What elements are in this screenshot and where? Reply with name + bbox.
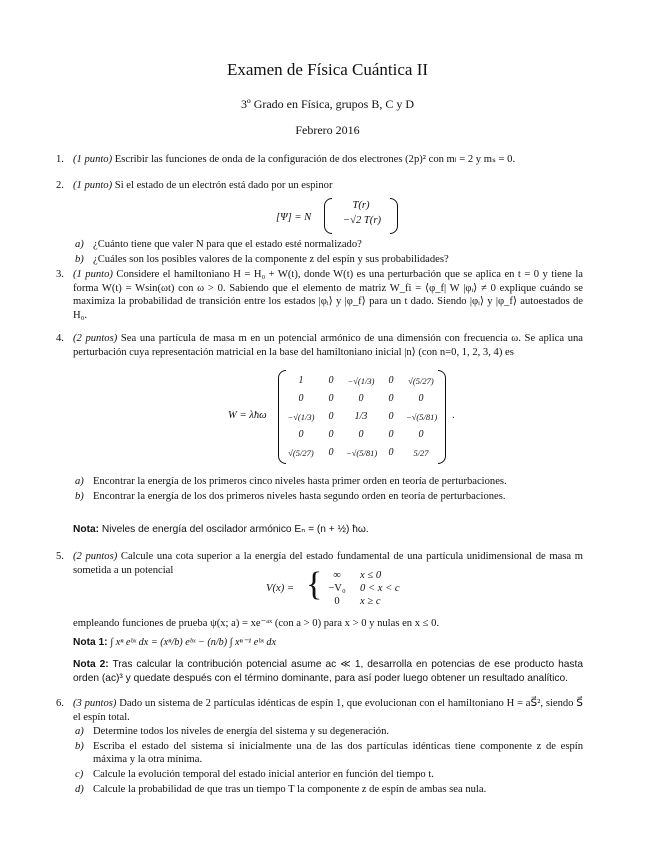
matrix-cell: 0 — [358, 429, 364, 440]
question-points: (3 puntos) — [73, 698, 117, 709]
exam-date: Febrero 2016 — [295, 123, 360, 137]
question-points: (1 punto) — [73, 154, 113, 165]
question-points: (1 punto) — [73, 269, 113, 280]
case-row — [322, 595, 400, 608]
question-text: Si el estado de un electrón está dado por un espinor — [114, 180, 333, 191]
matrix-cell: √(5/27) — [408, 376, 434, 386]
question-number: 3. — [56, 269, 64, 280]
question-6 — [56, 697, 583, 796]
question-number: 1. — [56, 154, 64, 165]
sub-question-text: Calcule la evolución temporal del estado inicial anterior en función del tiempo t. — [93, 768, 434, 780]
sub-question-text: Encontrar la energía de los primeros cinco niveles hasta primer orden en teoría de perturbaciones. — [93, 476, 507, 487]
sub-question-text: ¿Cuánto tiene que valer N para que el estado esté normalizado? — [93, 239, 362, 250]
case-value: 0 — [334, 596, 340, 607]
sub-question-text: Determine todos los niveles de energía del sistema y su degeneración. — [93, 726, 390, 738]
sub-question-a — [73, 725, 583, 739]
question-number: 4. — [56, 333, 64, 344]
sub-question-text: Escriba el estado del sistema si inicialmente una de las dos partículas idénticas tiene componente z de espín máxima y la otra mínima. — [93, 740, 583, 766]
sub-question-a — [73, 475, 583, 489]
question-4-parts — [73, 474, 583, 503]
left-paren — [324, 198, 332, 234]
question-4 — [56, 332, 583, 359]
note-text: Niveles de energía del oscilador armónico Eₙ = (n + ½) ħω. — [101, 524, 369, 535]
sub-question-c — [73, 768, 583, 782]
note-text: ∫ xⁿ eᵇˣ dx = (xⁿ/b) eᵇˣ − (n/b) ∫ xⁿ⁻¹ eᵇˣ dx — [110, 637, 277, 648]
question-text: Escribir las funciones de onda de la configuración de dos electrones (2p)² con mₗ = 2 y mₛ = 0. — [114, 154, 516, 165]
sub-question-d — [73, 783, 583, 797]
equation-lhs: W = λħω — [228, 410, 267, 421]
note-label: Nota 1: — [73, 637, 108, 648]
case-row — [322, 582, 400, 595]
matrix-row — [286, 426, 436, 444]
matrix-cell: −√(5/81) — [406, 412, 438, 422]
case-value: −V₀ — [328, 583, 346, 594]
question-5-text2 — [73, 617, 583, 631]
matrix-cell: 0 — [298, 429, 304, 440]
sub-question-label: d) — [75, 783, 84, 795]
sub-question-b — [73, 740, 583, 767]
question-text: empleando funciones de prueba ψ(x; a) = xe⁻ᵃˣ (con a > 0) para x > 0 y nulas en x ≤ 0. — [73, 618, 440, 629]
sub-question-label: b) — [75, 740, 84, 752]
matrix-row — [286, 408, 436, 426]
matrix-body — [286, 372, 436, 462]
right-paren — [438, 370, 446, 464]
page-subtitle: 3º Grado en Física, grupos B, C y D — [240, 97, 415, 111]
note-label: Nota 2: — [73, 659, 109, 670]
question-number: 2. — [56, 180, 64, 191]
sub-question-label: b) — [75, 490, 84, 502]
equation-lhs: V(x) = — [266, 583, 295, 594]
matrix-cell: −√(5/81) — [346, 448, 378, 458]
case-value: ∞ — [333, 570, 341, 581]
sub-question-label: c) — [75, 768, 84, 780]
matrix-row — [286, 372, 436, 390]
question-2 — [56, 179, 583, 193]
cases-body — [322, 569, 400, 608]
spinor-bottom: −√2 T(r) — [343, 215, 381, 226]
left-paren — [278, 370, 286, 464]
question-text: Considere el hamiltoniano H = H₀ + W(t), donde W(t) es una perturbación que se aplica en t = 0 y tiene la forma W(t) = Wsin(ωt) con ω > 0. Sabiendo que el elemento de matriz W_fi = ⟨φ_f| W |φᵢ⟩ ≠ 0 explique cuándo se maximiza la probabilidad de transición entre los estados |φᵢ⟩ y |φ_f⟩ para un t dado. Siendo |φᵢ⟩ y |φ_f⟩ autoestados de H₀. — [73, 269, 583, 321]
matrix-cell: 0 — [328, 375, 334, 386]
note-text: Tras calcular la contribución potencial asume ac ≪ 1, desarrolla en potencias de ese producto hasta orden (ac)³ y quedate después con el término dominante, para así poder luego obtener un resultado analítico. — [73, 659, 583, 684]
sub-question-text: Encontrar la energía de los dos primeros niveles hasta segundo orden en teoría de perturbaciones. — [93, 490, 506, 502]
matrix-cell: 0 — [388, 375, 394, 386]
case-condition: x ≥ c — [360, 596, 381, 607]
matrix-cell: 0 — [358, 393, 364, 404]
equation-period: . — [452, 410, 455, 421]
question-5-note-1 — [73, 636, 583, 650]
question-1 — [56, 153, 583, 167]
question-4-note — [73, 523, 583, 537]
question-2-parts — [73, 237, 583, 266]
matrix-cell: 0 — [328, 411, 334, 422]
matrix-cell: 0 — [388, 429, 394, 440]
sub-question-text: ¿Cuáles son los posibles valores de la componente z del espín y sus probabilidades? — [93, 253, 449, 265]
case-row — [322, 569, 400, 582]
matrix-cell: 0 — [388, 393, 394, 404]
equation-lhs: [Ψ] = N — [276, 212, 312, 223]
page-title: Examen de Física Cuántica II — [226, 60, 429, 79]
question-5-note-2 — [73, 658, 583, 685]
case-condition: x ≤ 0 — [360, 570, 382, 581]
question-text: Dado un sistema de 2 partículas idénticas de espín 1, que evolucionan con el hamiltoniano H = aS⃗², siendo S⃗ el espín total. — [73, 698, 583, 723]
sub-question-label: a) — [75, 239, 84, 250]
question-text: Sea una partícula de masa m en un potencial armónico de una dimensión con frecuencia ω. Se aplica una perturbación cuya representación matricial en la base del hamiltoniano inicial |n⟩ (con n=0, 1, 2, 3, 4) es — [73, 333, 583, 358]
matrix-cell: 1/3 — [354, 411, 368, 422]
matrix-cell: 5/27 — [413, 448, 429, 458]
matrix-cell: 0 — [328, 447, 334, 458]
question-points: (2 puntos) — [73, 333, 118, 344]
question-number: 5. — [56, 551, 64, 562]
matrix-row — [286, 444, 436, 462]
question-points: (2 puntos) — [73, 551, 118, 562]
left-brace: { — [306, 566, 323, 603]
matrix-cell: −√(1/3) — [287, 412, 315, 422]
matrix-cell: −√(1/3) — [347, 376, 375, 386]
right-paren — [390, 198, 398, 234]
sub-question-a — [73, 238, 583, 252]
question-number: 6. — [56, 698, 64, 709]
question-text: Calcule una cota superior a la energía del estado fundamental de una partícula unidimensional de masa m sometida a un potencial — [73, 551, 583, 576]
matrix-cell: 0 — [418, 393, 424, 404]
matrix-cell: 1 — [298, 375, 304, 386]
matrix-cell: 0 — [418, 429, 424, 440]
note-label: Nota: — [73, 524, 100, 535]
case-condition: 0 < x < c — [360, 583, 400, 594]
sub-question-label: b) — [75, 253, 84, 265]
spinor-top: T(r) — [352, 200, 370, 211]
sub-question-b — [73, 490, 583, 504]
matrix-cell: 0 — [328, 393, 334, 404]
matrix-cell: √(5/27) — [288, 448, 314, 458]
sub-question-b — [73, 253, 583, 267]
matrix-cell: 0 — [388, 447, 394, 458]
matrix-cell: 0 — [298, 393, 304, 404]
question-3 — [56, 268, 583, 322]
matrix-cell: 0 — [328, 429, 334, 440]
sub-question-label: a) — [75, 476, 84, 487]
sub-question-label: a) — [75, 726, 84, 738]
sub-question-text: Calcule la probabilidad de que tras un tiempo T la componente z de espín de ambas sea nula. — [93, 783, 487, 795]
question-points: (1 punto) — [73, 180, 113, 191]
matrix-cell: 0 — [388, 411, 394, 422]
matrix-row — [286, 390, 436, 408]
